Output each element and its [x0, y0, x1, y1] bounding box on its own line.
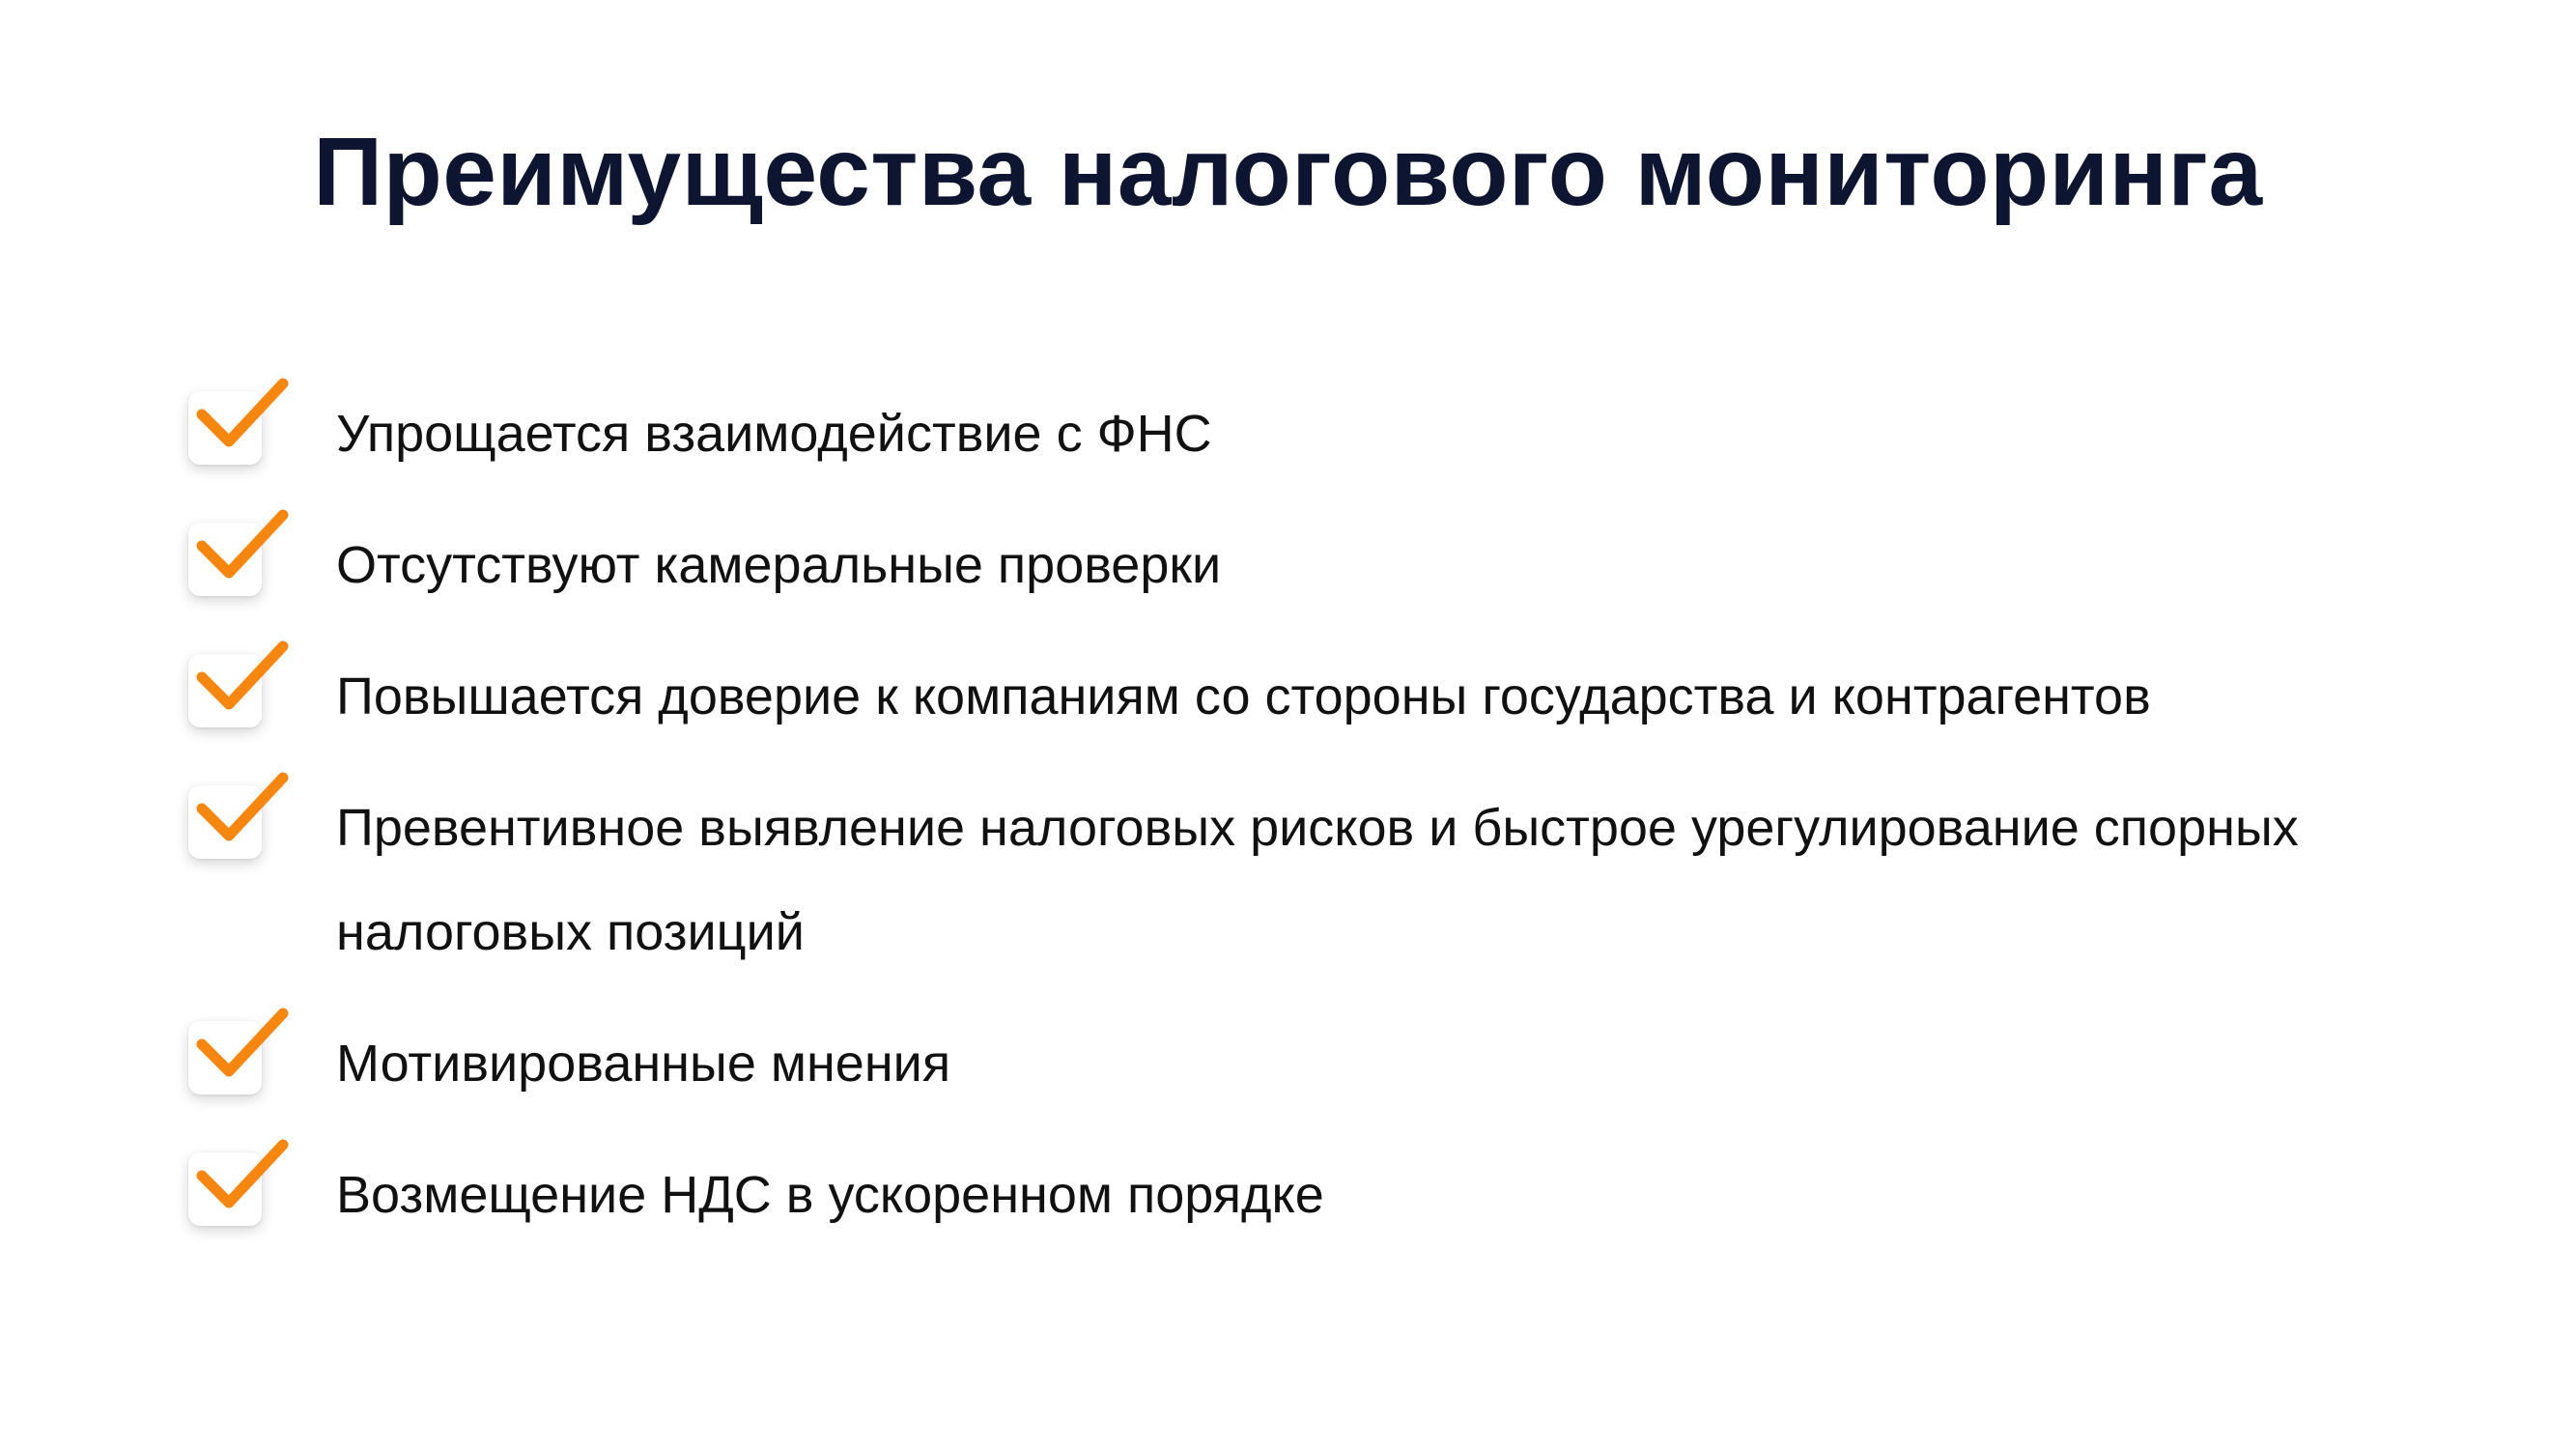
benefit-item: [184, 513, 2424, 617]
benefit-item: [184, 644, 2424, 749]
checkbox: [188, 523, 262, 596]
checkmark-icon: [196, 1008, 289, 1085]
benefit-text: Отсутствуют камеральные проверки: [336, 536, 1222, 594]
benefit-text: Мотивированные мнения: [336, 1035, 951, 1093]
checkbox: [188, 1152, 262, 1226]
benefit-text: Возмещение НДС в ускоренном порядке: [336, 1166, 1324, 1224]
checkmark-icon: [196, 509, 289, 586]
slide-title: Преимущества налогового мониторинга: [313, 118, 2263, 226]
benefit-text: Превентивное выявление налоговых рисков и быстрое урегулирование спорных налоговых позиций: [336, 799, 2299, 961]
checkmark-icon: [196, 640, 289, 718]
benefit-item: [184, 776, 2424, 984]
checkbox: [188, 1021, 262, 1094]
benefit-text: Повышается доверие к компаниям со стороны государства и контрагентов: [336, 668, 2151, 725]
benefit-item: [184, 1143, 2424, 1247]
benefits-list: [184, 382, 2424, 1274]
checkbox: [188, 785, 262, 859]
checkmark-icon: [196, 772, 289, 849]
checkbox: [188, 391, 262, 465]
benefit-item: [184, 1011, 2424, 1116]
checkbox: [188, 654, 262, 727]
checkmark-icon: [196, 378, 289, 455]
benefit-item: [184, 382, 2424, 486]
benefit-text: Упрощается взаимодействие с ФНС: [336, 405, 1212, 463]
checkmark-icon: [196, 1139, 289, 1216]
